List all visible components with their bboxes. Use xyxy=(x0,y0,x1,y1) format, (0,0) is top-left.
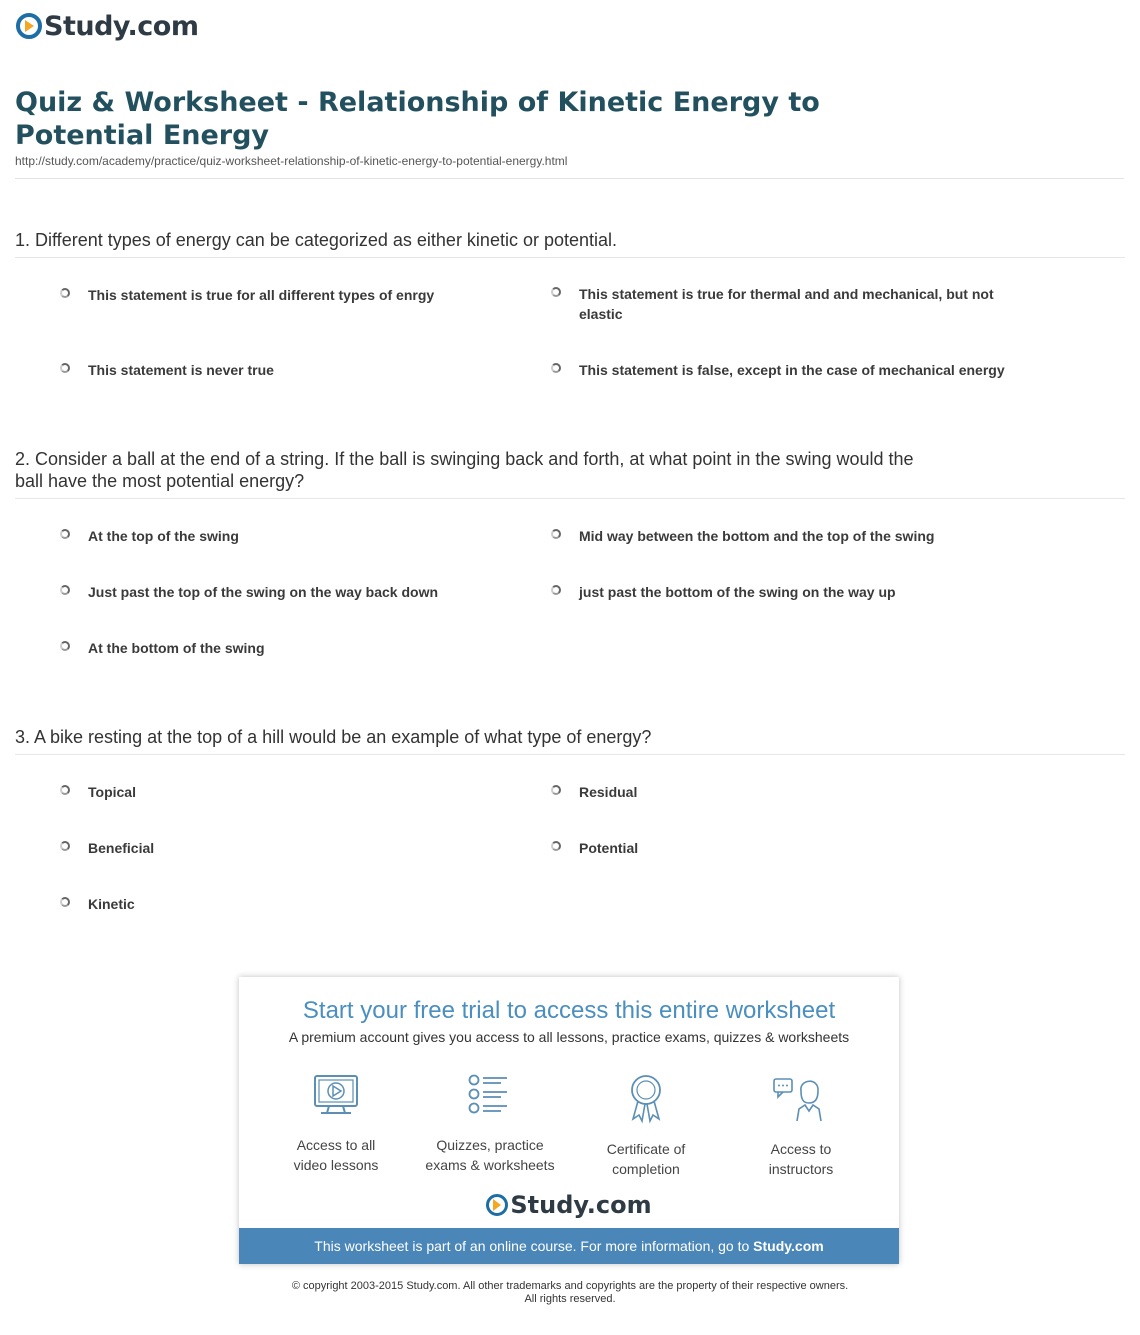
feature-instructors xyxy=(726,1073,876,1179)
answer-option[interactable] xyxy=(60,782,530,802)
answer-option[interactable] xyxy=(551,526,1021,546)
quiz-list-icon xyxy=(465,1073,515,1121)
certificate-icon xyxy=(621,1073,671,1125)
promo-subheading: A premium account gives you access to all lessons, practice exams, quizzes & worksheets xyxy=(288,1029,850,1045)
answer-option[interactable] xyxy=(60,582,530,602)
logo-wordmark: Study.com xyxy=(44,10,199,42)
video-lesson-icon xyxy=(311,1073,361,1121)
option-label: Mid way between the bottom and the top of the swing xyxy=(579,528,935,544)
radio-button[interactable] xyxy=(551,785,561,795)
radio-button[interactable] xyxy=(551,529,561,539)
feature-label: Access to all video lessons xyxy=(293,1137,379,1173)
radio-button[interactable] xyxy=(60,641,70,651)
radio-button[interactable] xyxy=(551,287,561,297)
logo-wordmark: Study.com xyxy=(510,1191,652,1219)
feature-certificate xyxy=(571,1073,721,1179)
option-label: This statement is never true xyxy=(88,362,274,378)
answer-option[interactable] xyxy=(60,894,530,914)
answer-option[interactable] xyxy=(551,838,1021,858)
answer-option[interactable] xyxy=(60,526,530,546)
radio-button[interactable] xyxy=(60,785,70,795)
feature-label: Quizzes, practice exams & worksheets xyxy=(425,1137,555,1173)
feature-label: Access to instructors xyxy=(768,1141,834,1177)
play-logo-icon xyxy=(486,1194,508,1216)
option-label: Residual xyxy=(579,784,638,800)
feature-quizzes xyxy=(415,1073,565,1175)
bar-text: This worksheet is part of an online course. For more information, go to xyxy=(314,1238,750,1254)
option-label: Kinetic xyxy=(88,896,135,912)
page-url[interactable]: http://study.com/academy/practice/quiz-worksheet-relationship-of-kinetic-energy-to-potential-energy.html xyxy=(15,154,568,168)
free-trial-promo[interactable] xyxy=(239,977,899,1264)
radio-button[interactable] xyxy=(60,585,70,595)
radio-button[interactable] xyxy=(60,363,70,373)
question-2 xyxy=(15,448,1125,656)
answer-option[interactable] xyxy=(60,360,530,380)
radio-button[interactable] xyxy=(551,841,561,851)
page-title: Quiz & Worksheet - Relationship of Kinetic Energy to Potential Energy xyxy=(15,87,820,151)
divider xyxy=(15,178,1124,179)
study-logo[interactable] xyxy=(16,10,198,42)
question-text: 1. Different types of energy can be categorized as either kinetic or potential. xyxy=(15,229,1125,258)
option-label: Topical xyxy=(88,784,136,800)
option-label: Potential xyxy=(579,840,639,856)
option-label: This statement is true for all different types of enrgy xyxy=(88,287,435,303)
answer-option[interactable] xyxy=(551,582,1021,602)
answer-option[interactable] xyxy=(60,638,530,658)
radio-button[interactable] xyxy=(60,897,70,907)
radio-button[interactable] xyxy=(60,841,70,851)
option-label: Just past the top of the swing on the way back down xyxy=(88,584,439,600)
question-1 xyxy=(15,229,1125,378)
option-label: just past the bottom of the swing on the way up xyxy=(579,584,896,600)
answer-option[interactable] xyxy=(60,838,530,858)
answer-option[interactable] xyxy=(551,782,1021,802)
radio-button[interactable] xyxy=(60,288,70,298)
promo-info-bar[interactable] xyxy=(239,1228,899,1264)
answer-option[interactable] xyxy=(551,360,1071,380)
question-3 xyxy=(15,726,1125,912)
option-label: This statement is true for thermal and and mechanical, but not elastic xyxy=(579,286,994,322)
copyright-notice: © copyright 2003-2015 Study.com. All other trademarks and copyrights are the property of their respective owners. All rights reserved. xyxy=(291,1280,849,1305)
option-label: At the top of the swing xyxy=(88,528,239,544)
option-label: Beneficial xyxy=(88,840,155,856)
option-label: This statement is false, except in the case of mechanical energy xyxy=(579,362,1005,378)
question-text: 3. A bike resting at the top of a hill would be an example of what type of energy? xyxy=(15,726,1125,755)
instructor-icon xyxy=(771,1073,831,1125)
option-label: At the bottom of the swing xyxy=(88,640,265,656)
radio-button[interactable] xyxy=(551,585,561,595)
promo-logo[interactable] xyxy=(239,1191,899,1219)
play-logo-icon xyxy=(16,13,42,39)
radio-button[interactable] xyxy=(60,529,70,539)
answer-option[interactable] xyxy=(551,284,1011,324)
question-text: 2. Consider a ball at the end of a string. If the ball is swinging back and forth, at what point in the swing would the ball have the most potential energy? xyxy=(15,448,1125,499)
promo-heading[interactable]: Start your free trial to access this entire worksheet xyxy=(302,997,836,1024)
radio-button[interactable] xyxy=(551,363,561,373)
feature-label: Certificate of completion xyxy=(606,1141,686,1177)
feature-video-lessons xyxy=(261,1073,411,1175)
answer-option[interactable] xyxy=(60,285,530,305)
bar-link[interactable]: Study.com xyxy=(753,1238,824,1254)
